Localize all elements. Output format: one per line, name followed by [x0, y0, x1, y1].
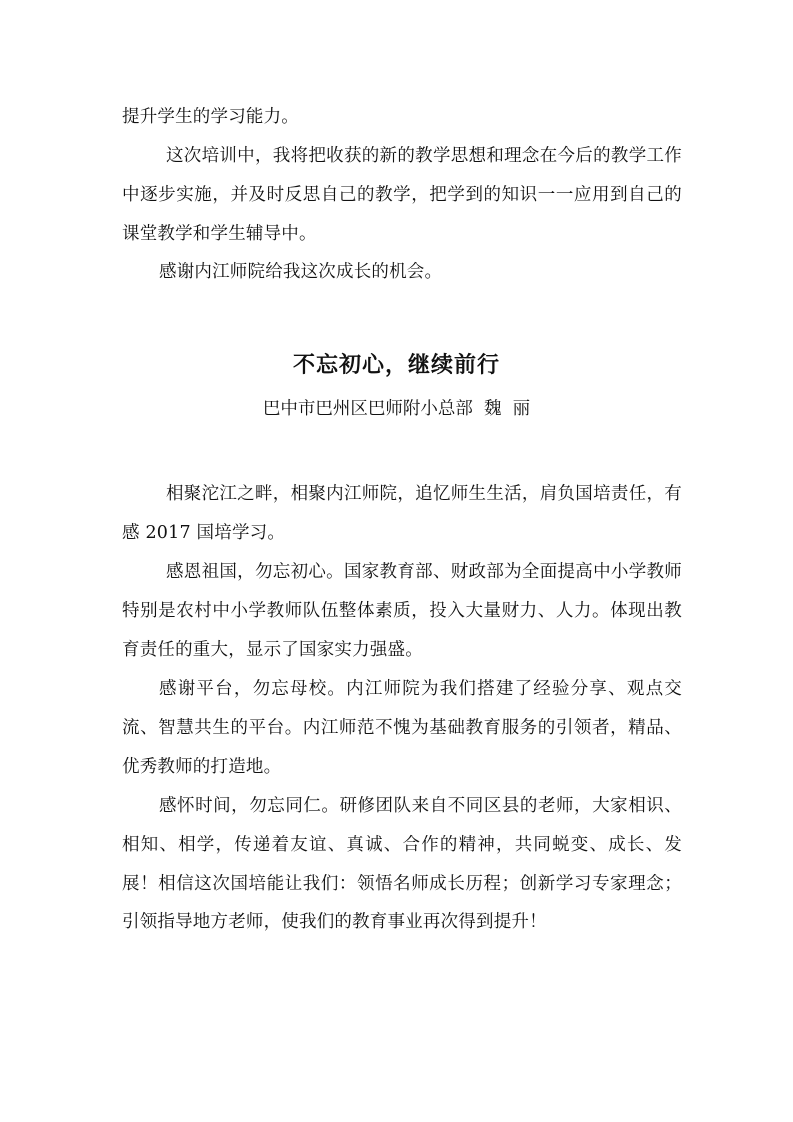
paragraph-thanks: 感谢内江师院给我这次成长的机会。	[159, 262, 443, 282]
paragraph-training-plan: 这次培训中，我将把收获的新的教学思想和理念在今后的教学工作中逐步实施，并及时反思自己的教学，把学到的知识一一应用到自己的课堂教学和学生辅导中。	[122, 146, 682, 244]
article-title: 不忘初心，继续前行	[292, 352, 500, 378]
paragraph-continued: 提升学生的学习能力。	[122, 107, 299, 127]
article-author: 巴中市巴州区巴师附小总部 魏 丽	[262, 399, 531, 419]
article-paragraph-platform: 感谢平台，勿忘母校。内江师院为我们搭建了经验分享、观点交流、智慧共生的平台。内江师范不愧为基础教育服务的引领者，精品、优秀教师的打造地。	[122, 679, 682, 777]
article-paragraph-intro: 相聚沱江之畔，相聚内江师院，追忆师生生活，肩负国培责任，有感 2017 国培学习。	[122, 484, 682, 543]
article-paragraph-country: 感恩祖国，勿忘初心。国家教育部、财政部为全面提高中小学教师特别是农村中小学教师队伍整体素质，投入大量财力、人力。体现出教育责任的重大，显示了国家实力强盛。	[122, 562, 682, 660]
article-paragraph-colleagues: 感怀时间，勿忘同仁。研修团队来自不同区县的老师，大家相识、相知、相学，传递着友谊、真诚、合作的精神，共同蜕变、成长、发展！相信这次国培能让我们：领悟名师成长历程；创新学习专家理念；引领指导地方老师，使我们的教育事业再次得到提升！	[122, 796, 682, 933]
